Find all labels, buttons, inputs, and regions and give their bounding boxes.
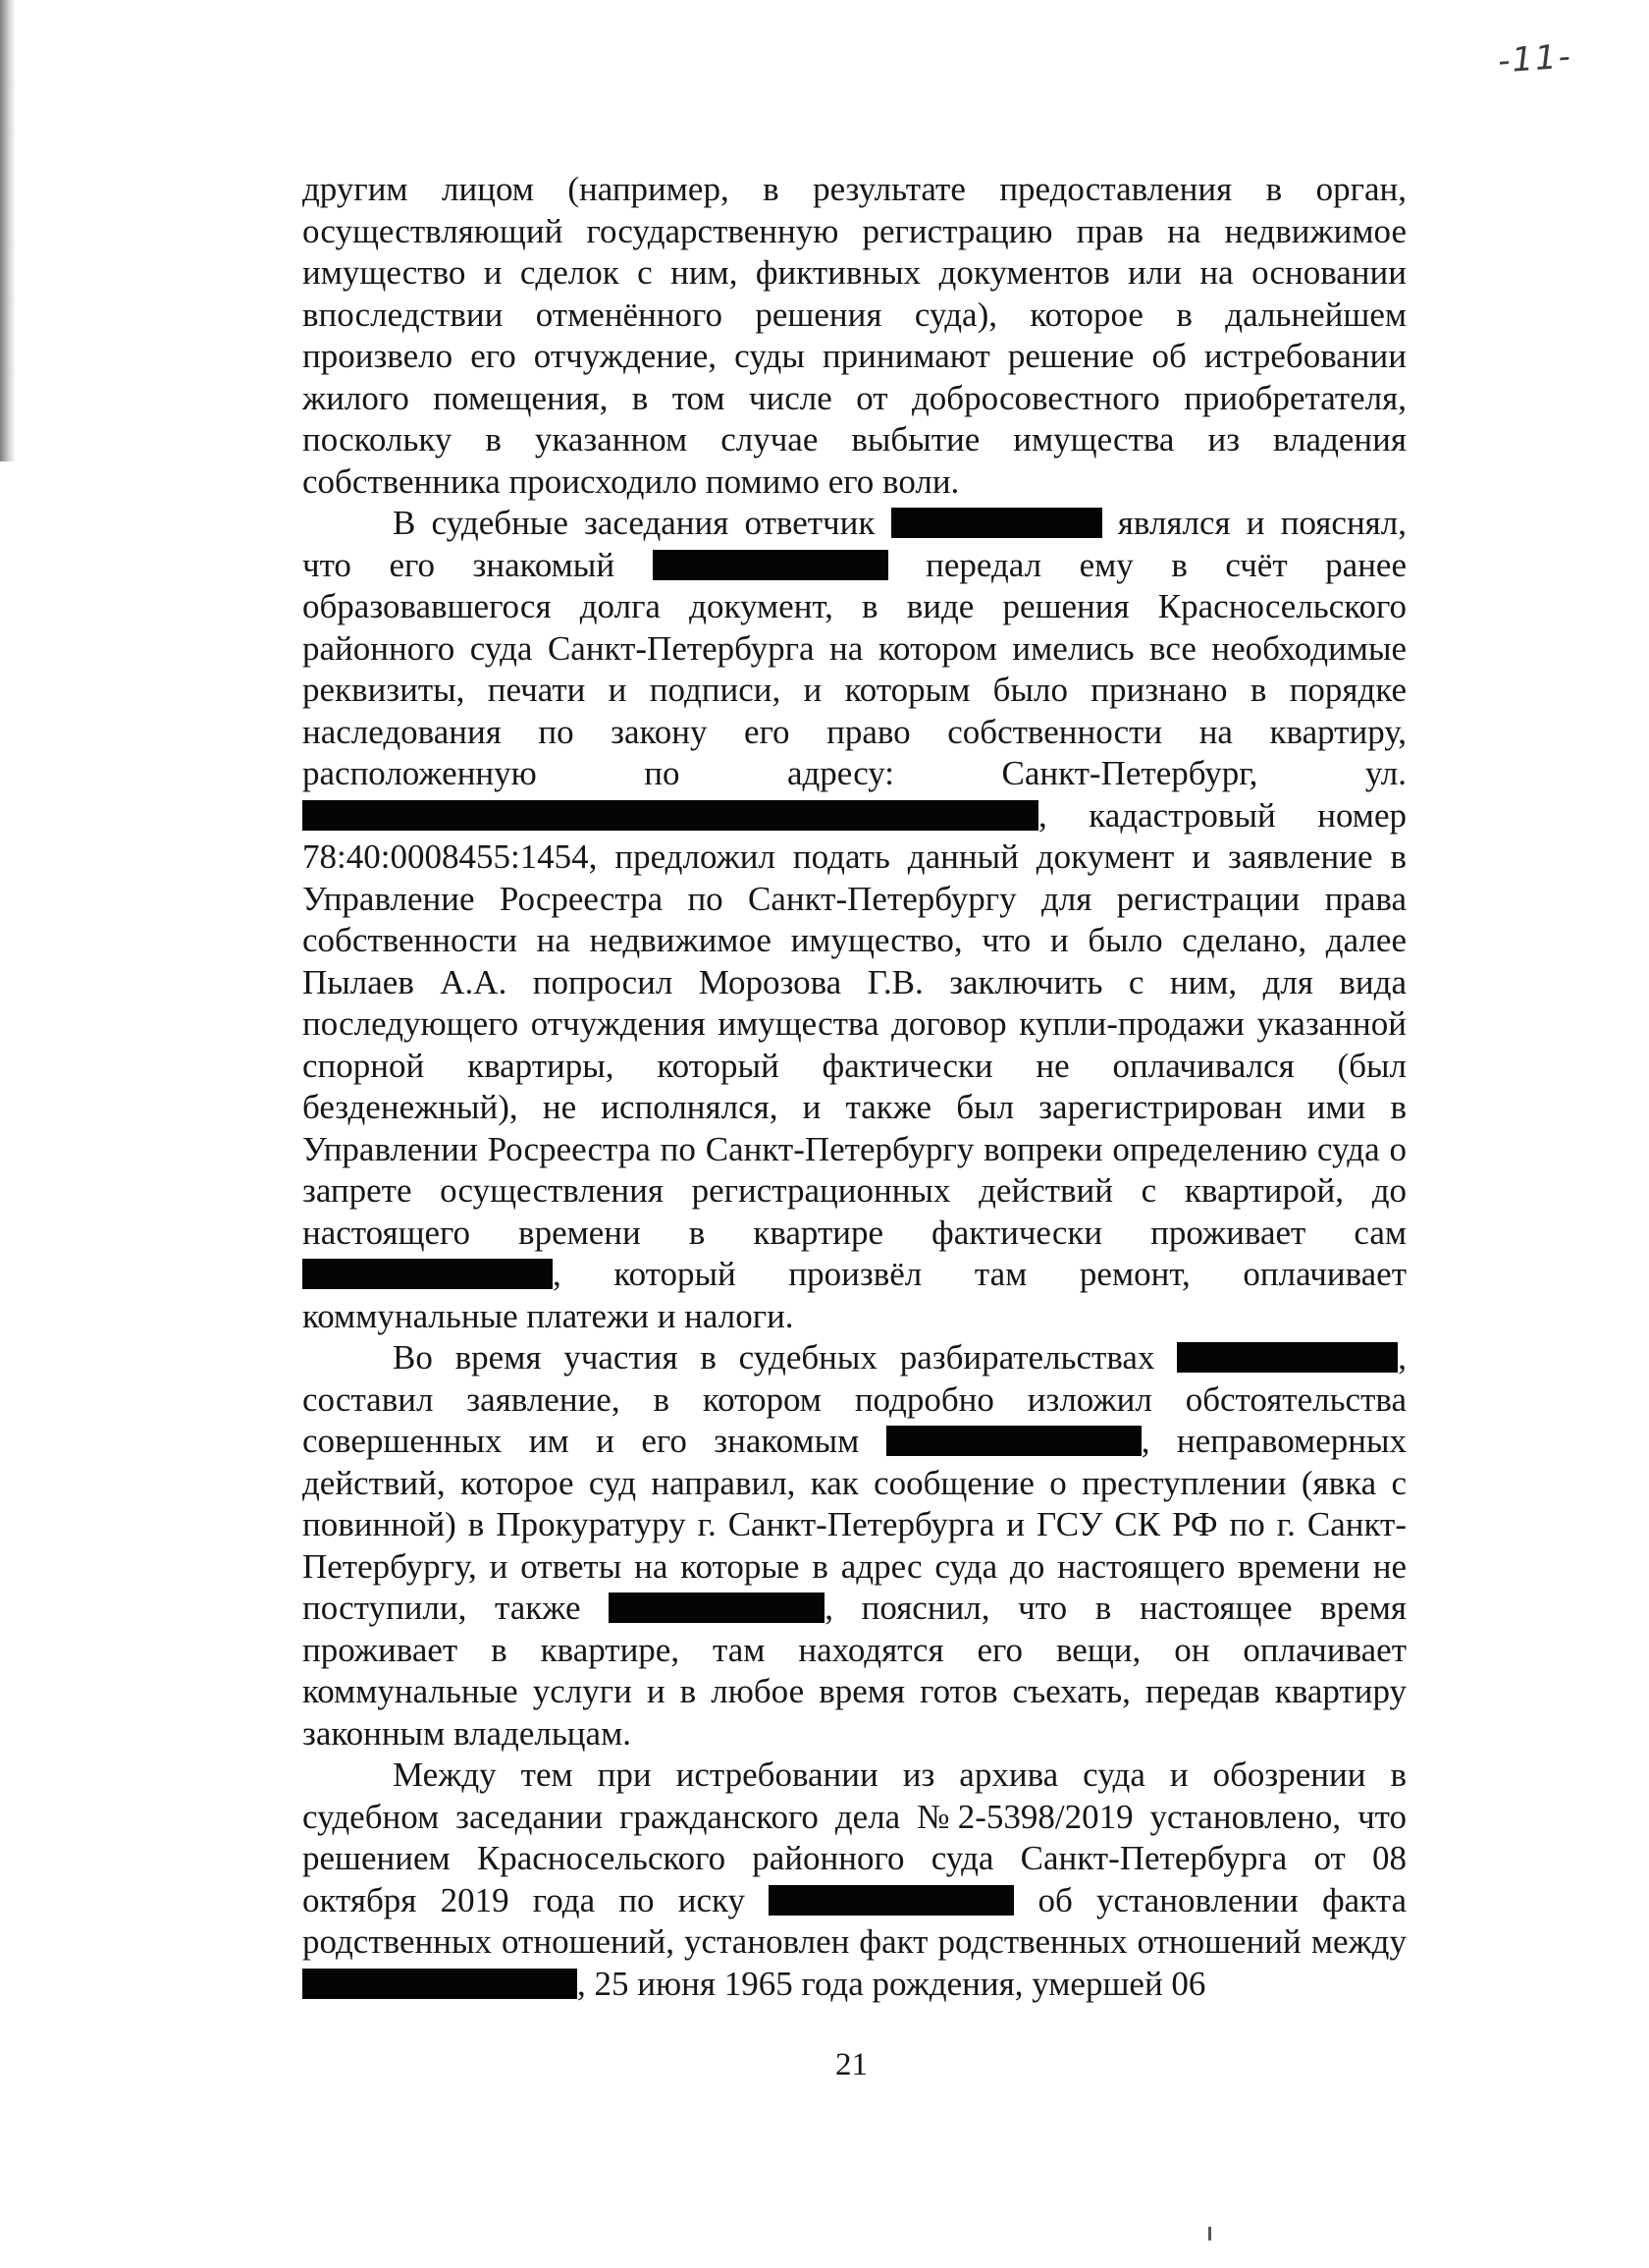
paragraph-text: являлся и пояснял, что его знакомый — [302, 504, 1407, 584]
paragraph — [302, 503, 1407, 1337]
paragraph — [302, 1755, 1407, 2005]
scan-shadow-edge — [0, 0, 16, 461]
paragraph-text: , который произвёл там ремонт, оплачивает коммунальные платежи и налоги. — [302, 1255, 1407, 1335]
paragraph-text: передал ему в счёт ранее образовавшегося долга документ, в виде решения Красносельского районного суда Санкт-Петербурга на котором имелись все необходимые реквизиты, печати и подписи, и которым было признано в порядке наследования по закону его право собственности на квартиру, расположенную по адресу: Санкт-Петербург, ул. — [302, 545, 1407, 792]
redaction-block — [609, 1593, 824, 1623]
paragraph — [302, 1337, 1407, 1755]
redaction-block — [769, 1885, 1014, 1916]
handwritten-page-mark: -11- — [1496, 36, 1574, 81]
redaction-block — [886, 1426, 1142, 1456]
paragraph — [302, 169, 1407, 503]
paragraph-text: Во время участия в судебных разбирательствах — [393, 1338, 1178, 1377]
document-body — [302, 169, 1407, 2005]
redaction-block — [302, 1969, 577, 1999]
redaction-block — [1177, 1342, 1398, 1373]
redaction-block — [302, 1259, 553, 1289]
paragraph-text: , составил заявление, в котором подробно изложил обстоятельства совершенных им и его знакомым — [302, 1338, 1407, 1460]
redaction-block — [653, 550, 888, 580]
paragraph-text: другим лицом (например, в результате предоставления в орган, осуществляющий государственную регистрацию прав на недвижимое имущество и сделок с ним, фиктивных документов или на основании впоследствии отменённого решения суда), которое в дальнейшем произвело его отчуждение, суды принимают решение об истребовании жилого помещения, в том числе от добросовестного приобретателя, поскольку в указанном случае выбытие имущества из владения собственника происходило помимо его воли. — [302, 170, 1407, 501]
paragraph-text: , кадастровый номер 78:40:0008455:1454, предложил подать данный документ и заявление в Управление Росреестра по Санкт-Петербургу для регистрации права собственности на недвижимое имущество, что и было сделано, далее Пылаев А.А. попросил Морозова Г.В. заключить с ним, для вида последующего отчуждения имущества договор купли-продажи указанной спорной квартиры, который фактически не оплачивался (был безденежный), не исполнялся, и также был зарегистрирован ими в Управлении Росреестра по Санкт-Петербургу вопреки определению суда о запрете осуществления регистрационных действий с квартирой, до настоящего времени в квартире фактически проживает сам — [302, 795, 1407, 1252]
paragraph-text: , пояснил, что в настоящее время проживает в квартире, там находятся его вещи, он оплачивает коммунальные услуги и в любое время готов съехать, передав квартиру законным владельцам. — [302, 1589, 1407, 1753]
paragraph-text: В судебные заседания ответчик — [393, 504, 891, 542]
paragraph-text: , неправомерных действий, которое суд направил, как сообщение о преступлении (явка с повинной) в Прокуратуру г. Санкт-Петербурга и ГСУ СК РФ по г. Санкт-Петербургу, и ответы на которые в адрес суда до настоящего времени не поступили, также — [302, 1422, 1407, 1627]
paragraph-text: Между тем при истребовании из архива суда и обозрении в судебном заседании гражданского дела №2-5398/2019 установлено, что решением Красносельского районного суда Санкт-Петербурга от 08 октября 2019 года по иску — [302, 1755, 1407, 1919]
redaction-block — [302, 800, 1038, 831]
page-number: 21 — [835, 2047, 868, 2082]
paragraph-text: об установлении факта родственных отношений, установлен факт родственных отношений между — [302, 1880, 1407, 1961]
paragraph-text: , 25 июня 1965 года рождения, умершей 06 — [577, 1964, 1206, 2003]
scan-speck — [1208, 2227, 1211, 2241]
redaction-block — [891, 508, 1102, 538]
